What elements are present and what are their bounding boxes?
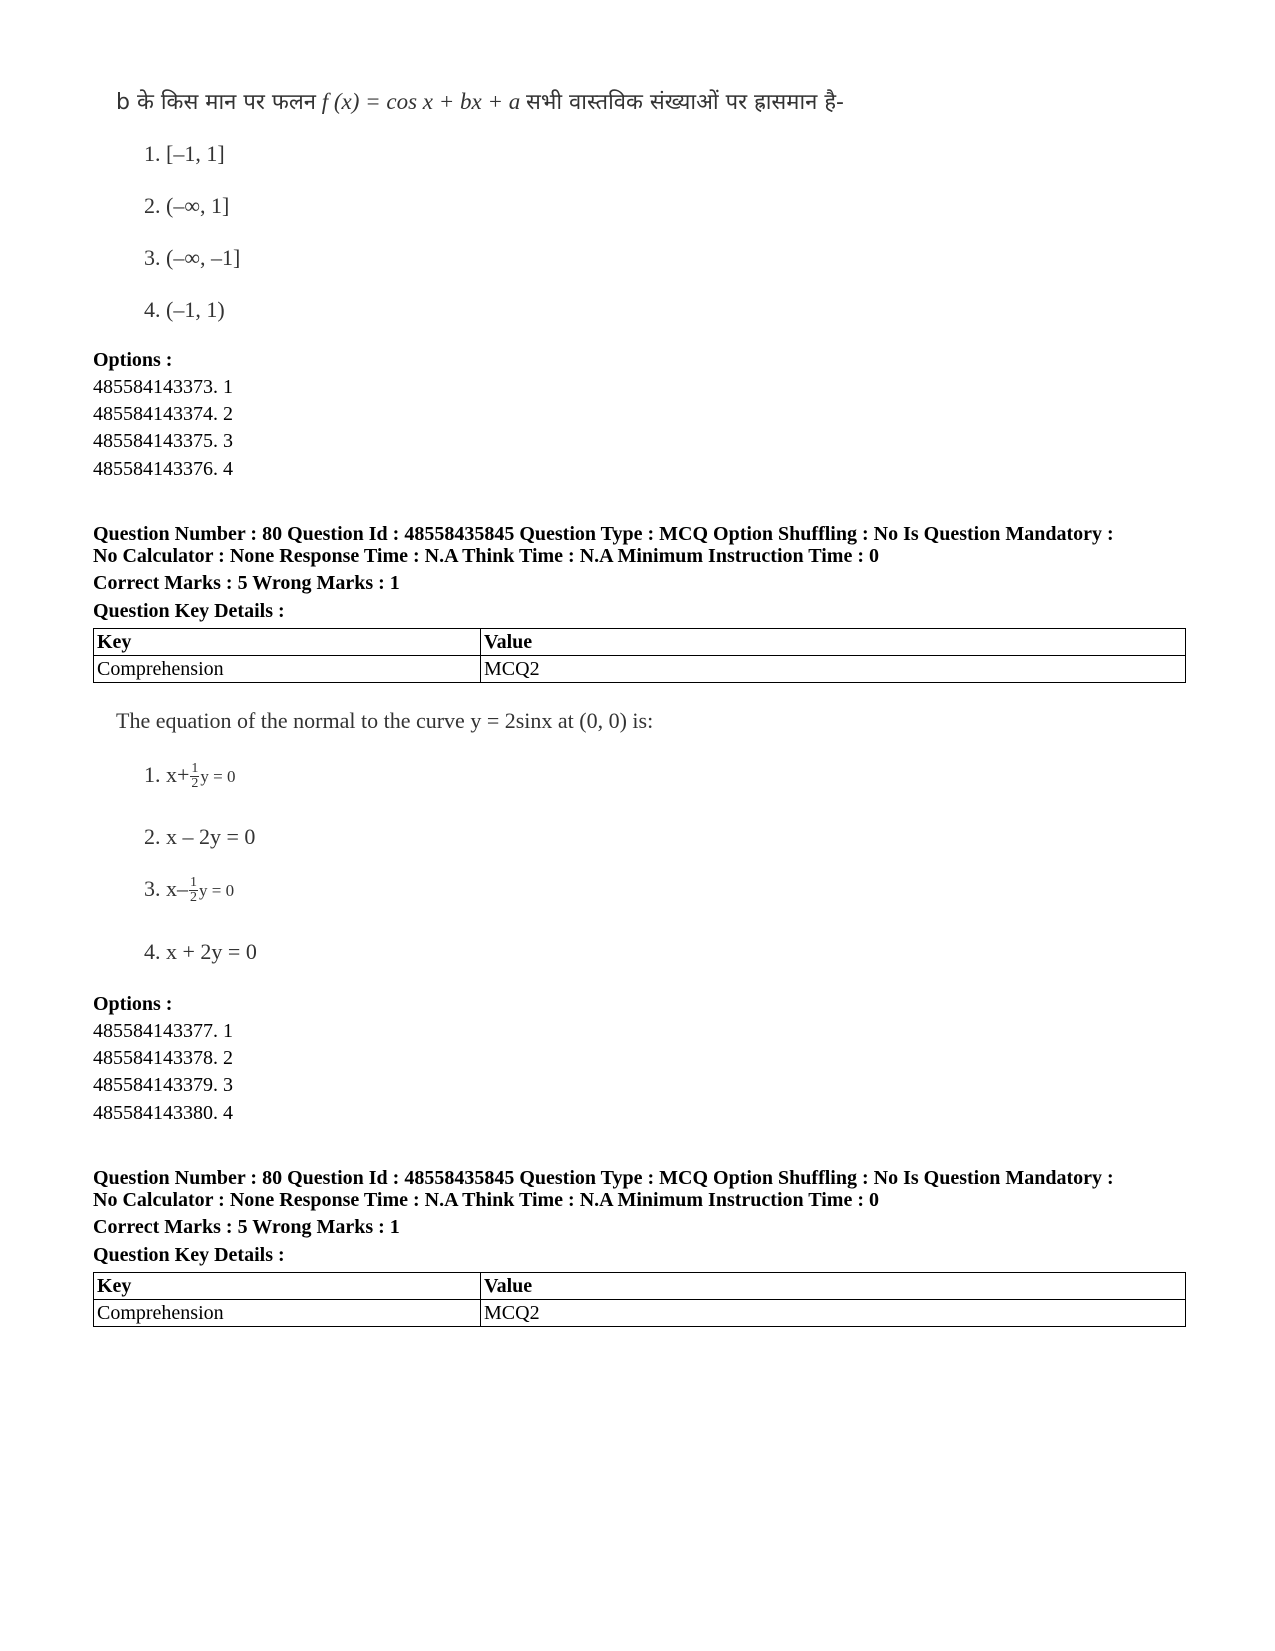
table-header-key: Key	[94, 1273, 481, 1300]
table-row	[94, 1300, 1186, 1327]
q80-choice-2: 2. x – 2y = 0	[144, 824, 256, 849]
table-cell-value: MCQ2	[481, 656, 1186, 683]
q80-meta-line2: No Calculator : None Response Time : N.A Think Time : N.A Minimum Instruction Time : 0	[93, 545, 879, 567]
q79-choice-3: 3. (–∞, –1]	[144, 245, 241, 270]
q80-stem: The equation of the normal to the curve y = 2sinx at (0, 0) is:	[116, 708, 654, 733]
q79-option-3: 485584143375. 3	[93, 430, 233, 452]
q79-choice-2: 2. (–∞, 1]	[144, 193, 230, 218]
q80-options-heading: Options :	[93, 993, 173, 1015]
choice-prefix: 1. x+	[144, 762, 190, 787]
q80-option-1: 485584143377. 1	[93, 1020, 233, 1042]
q80-marks: Correct Marks : 5 Wrong Marks : 1	[93, 572, 400, 594]
q79-choice-4: 4. (–1, 1)	[144, 297, 225, 322]
choice-suffix: y = 0	[200, 767, 236, 786]
q79-choice-1: 1. [–1, 1]	[144, 141, 225, 166]
q80-meta-line1: Question Number : 80 Question Id : 48558435845 Question Type : MCQ Option Shuffling : No Is Question Mandatory :	[93, 523, 1114, 545]
choice-prefix: 3. x–	[144, 876, 188, 901]
fraction	[190, 762, 199, 791]
q79-options-heading: Options :	[93, 349, 173, 371]
q80-option-2: 485584143378. 2	[93, 1047, 233, 1069]
q80-key-table	[93, 628, 1186, 683]
table-cell-key: Comprehension	[94, 656, 481, 683]
fraction-numerator: 1	[191, 761, 199, 777]
stem-hindi-suffix: सभी वास्तविक संख्याओं पर ह्रासमान है-	[526, 90, 844, 115]
q80-choice-1	[144, 762, 236, 791]
q79-option-4: 485584143376. 4	[93, 458, 233, 480]
table-header-value: Value	[481, 629, 1186, 656]
table-cell-value: MCQ2	[481, 1300, 1186, 1327]
q81-marks: Correct Marks : 5 Wrong Marks : 1	[93, 1216, 400, 1238]
q80-choice-4: 4. x + 2y = 0	[144, 939, 257, 964]
fraction-denominator: 2	[190, 890, 197, 906]
table-header-row	[94, 1273, 1186, 1300]
choice-suffix: y = 0	[199, 881, 235, 900]
stem-math: f (x) = cos x + bx + a	[321, 89, 521, 114]
q81-key-table	[93, 1272, 1186, 1327]
fraction	[189, 876, 198, 905]
q80-option-3: 485584143379. 3	[93, 1074, 233, 1096]
stem-hindi-prefix: b के किस मान पर फलन	[116, 90, 316, 115]
q79-option-2: 485584143374. 2	[93, 403, 233, 425]
q80-key-heading: Question Key Details :	[93, 600, 285, 622]
q80-option-4: 485584143380. 4	[93, 1102, 233, 1124]
question-79-stem	[116, 86, 844, 116]
q80-choice-3	[144, 876, 234, 905]
table-cell-key: Comprehension	[94, 1300, 481, 1327]
table-header-value: Value	[481, 1273, 1186, 1300]
table-row	[94, 656, 1186, 683]
table-header-key: Key	[94, 629, 481, 656]
q81-key-heading: Question Key Details :	[93, 1244, 285, 1266]
q81-meta-line2: No Calculator : None Response Time : N.A Think Time : N.A Minimum Instruction Time : 0	[93, 1189, 879, 1211]
table-header-row	[94, 629, 1186, 656]
q81-meta-line1: Question Number : 80 Question Id : 48558435845 Question Type : MCQ Option Shuffling : No Is Question Mandatory :	[93, 1167, 1114, 1189]
fraction-denominator: 2	[191, 776, 199, 792]
fraction-numerator: 1	[190, 875, 197, 891]
q79-option-1: 485584143373. 1	[93, 376, 233, 398]
